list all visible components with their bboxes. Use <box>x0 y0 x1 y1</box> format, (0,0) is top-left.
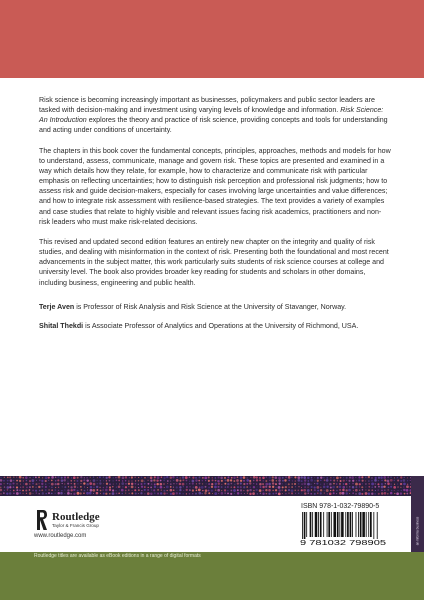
publisher-group: Taylor & Francis Group <box>52 523 99 528</box>
top-color-band <box>0 0 424 78</box>
author-name: Terje Aven <box>39 302 75 311</box>
author-name: Shital Thekdi <box>39 321 84 330</box>
routledge-r-icon <box>34 509 48 531</box>
description-paragraph-1: Risk science is becoming increasingly important as businesses, policymakers and public sector leaders are tasked with decision-making and investment using varying levels of knowledge and information. Risk Science: An Introduction explores the theory and practice of risk science, providing concepts and tools for understanding and acting under conditions of uncertainty. <box>39 96 388 135</box>
description-paragraph-3: This revised and updated second edition features an entirely new chapter on the integrity and quality of risk studies, and dealing with misinformation in the context of risk. Presenting both the foundational and most recent advancements in the subject matter, this work particularly suits students of risk science courses at college and university level. The book also provides broader key reading for students and scholars in other domains, including business, engineering and public health. <box>39 237 389 287</box>
description-paragraph-2: The chapters in this book cover the fundamental concepts, principles, approaches, methods and models for how to understand, assess, communicate, manage and govern risk. These topics are presented and examined in a way which details how they relate, for example, how to characterize and communicate risk with particular emphasis on reflecting uncertainties; how to distinguish risk perception and professional risk judgments; how to assess risk and guide decision-makers, especially for cases involving large uncertainties and value differences; and how to integrate risk assessment with resilience-based strategies. The text provides a variety of examples and case studies that relate to highly visible and relevant issues facing risk academics, practitioners and non-risk leaders who must make risk-related decisions. <box>39 146 391 226</box>
footer-note: Routledge titles are available as eBook editions in a range of digital formats <box>34 553 201 559</box>
informa-label: an informa business <box>415 516 420 546</box>
author-bio-1: Terje Aven is Professor of Risk Analysis and Risk Science at the University of Stavanger, Norway. <box>39 302 347 311</box>
author-bios <box>39 302 391 331</box>
decorative-dot-pattern <box>0 476 424 496</box>
publisher-website: www.routledge.com <box>34 533 87 539</box>
publisher-name: Routledge <box>52 511 100 523</box>
barcode-digits: 9 781032 798905 <box>300 538 386 546</box>
barcode <box>298 512 408 546</box>
footer-band <box>0 552 424 600</box>
isbn-label: ISBN 978-1-032-79890-5 <box>301 503 380 510</box>
author-bio-2: Shital Thekdi is Associate Professor of Analytics and Operations at the University of Richmond, USA. <box>39 321 359 330</box>
book-title: Risk Science: An Introduction <box>39 106 384 125</box>
back-cover-text <box>39 95 391 340</box>
routledge-logo <box>34 509 100 531</box>
